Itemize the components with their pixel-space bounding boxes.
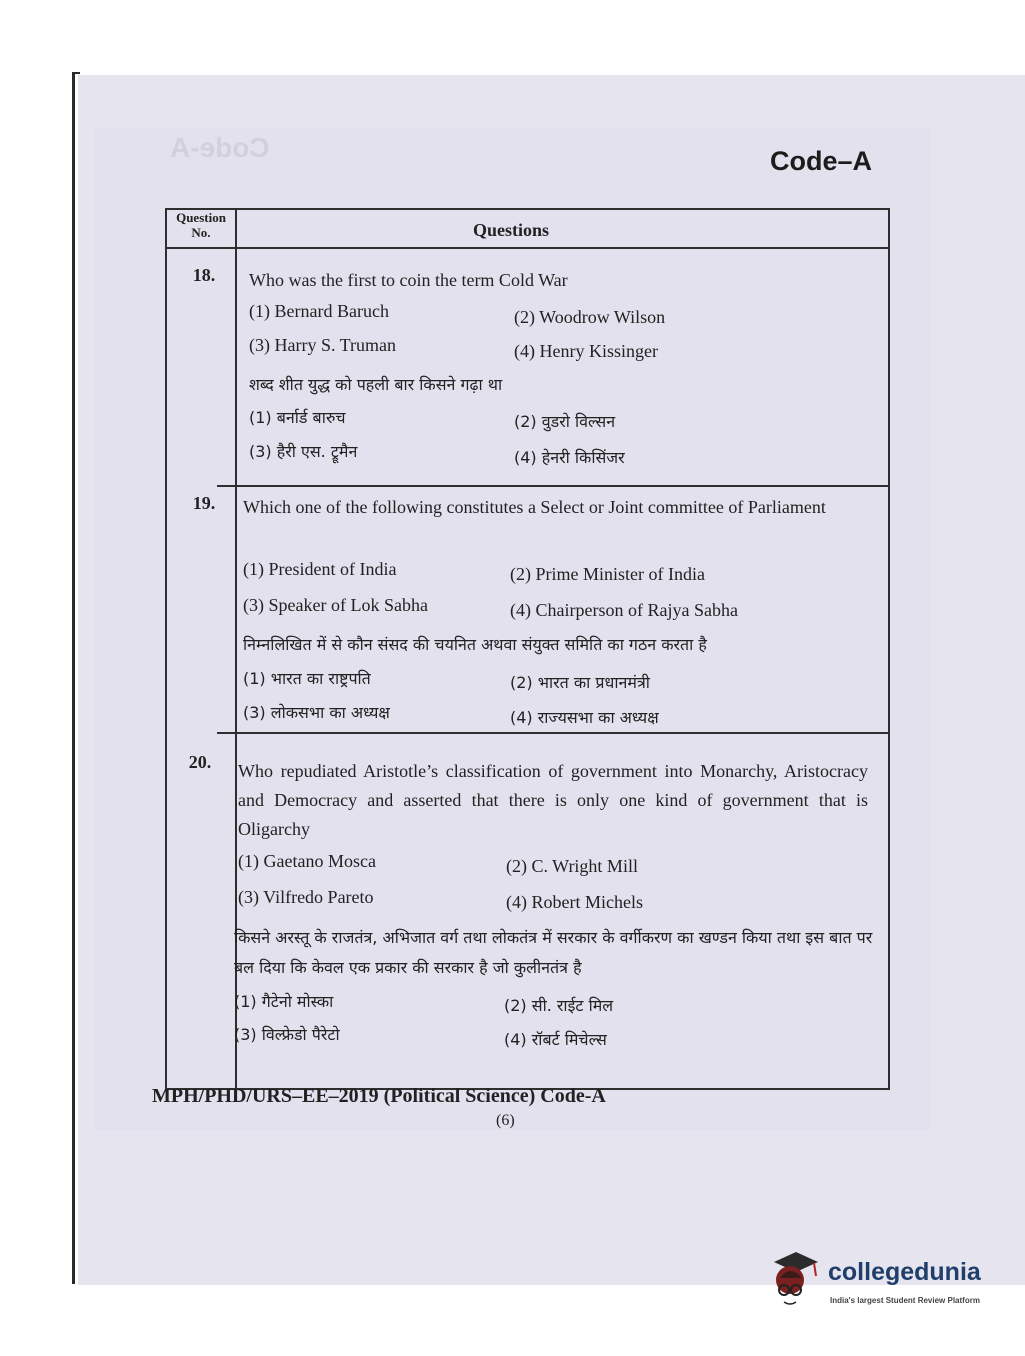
option-4-hi: (4) राज्यसभा का अध्यक्ष — [510, 708, 659, 727]
option-1: (1) President of India — [243, 559, 397, 579]
question-number: 19. — [192, 493, 216, 513]
column-header-qno: Question No. — [176, 210, 226, 240]
option-2-hi: (2) वुडरो विल्सन — [514, 412, 616, 431]
page-number: (6) — [496, 1112, 515, 1129]
option-4-hi: (4) हेनरी किसिंजर — [514, 448, 625, 467]
mascot-icon — [766, 1248, 826, 1314]
bleed-through-text: Code-A — [170, 132, 270, 163]
row-divider — [217, 732, 888, 734]
option-2: (2) Prime Minister of India — [510, 564, 705, 584]
column-header-questions: Questions — [473, 220, 550, 240]
option-3: (3) Harry S. Truman — [249, 335, 396, 355]
option-1: (1) Gaetano Mosca — [238, 851, 376, 871]
question-number: 18. — [192, 265, 216, 285]
brand-tagline: India's largest Student Review Platform — [830, 1296, 980, 1305]
watermark-logo — [766, 1248, 996, 1318]
option-4: (4) Robert Michels — [506, 892, 643, 912]
option-4-hi: (4) रॉबर्ट मिचेल्स — [504, 1030, 607, 1049]
option-4: (4) Henry Kissinger — [514, 341, 658, 361]
question-text-en: Who repudiated Aristotle’s classification of government into Monarchy, Aristocracy and Democracy and asserted that there is only one kind of government that is Oligarchy — [238, 761, 868, 839]
option-3: (3) Vilfredo Pareto — [238, 887, 374, 907]
option-3-hi: (3) विल्फ्रेडो पैरेटो — [234, 1025, 340, 1044]
option-3: (3) Speaker of Lok Sabha — [243, 595, 428, 615]
option-1-hi: (1) बर्नार्ड बारुच — [249, 408, 346, 427]
question-text-en: Who was the first to coin the term Cold War — [249, 270, 568, 290]
question-table — [165, 208, 890, 1090]
header-divider — [167, 247, 888, 249]
option-2-hi: (2) भारत का प्रधानमंत्री — [510, 673, 650, 692]
question-text-hi: शब्द शीत युद्ध को पहली बार किसने गढ़ा था — [249, 375, 503, 394]
option-1: (1) Bernard Baruch — [249, 301, 389, 321]
option-3-hi: (3) लोकसभा का अध्यक्ष — [243, 703, 390, 722]
question-number: 20. — [188, 752, 212, 772]
paper-code: Code–A — [770, 146, 873, 176]
option-1-hi: (1) भारत का राष्ट्रपति — [243, 669, 371, 688]
brand-name: collegedunia — [828, 1258, 981, 1286]
option-2: (2) C. Wright Mill — [506, 856, 638, 876]
exam-code: MPH/PHD/URS–EE–2019 (Political Science) Code-A — [152, 1085, 606, 1107]
option-1-hi: (1) गैटेनो मोस्का — [234, 992, 334, 1011]
scan-edge-left — [72, 72, 75, 1284]
option-4: (4) Chairperson of Rajya Sabha — [510, 600, 738, 620]
question-text-en: Which one of the following constitutes a Select or Joint committee of Parliament — [243, 497, 826, 517]
row-divider — [217, 485, 888, 487]
option-3-hi: (3) हैरी एस. ट्रूमैन — [249, 442, 358, 461]
question-text-hi: किसने अरस्तू के राजतंत्र, अभिजात वर्ग तथा लोकतंत्र में सरकार के वर्गीकरण का खण्डन किया तथा इस बात पर बल दिया कि केवल एक प्रकार की सरकार है जो कुलीनतंत्र है — [234, 928, 873, 977]
question-text-hi: निम्नलिखित में से कौन संसद की चयनित अथवा संयुक्त समिति का गठन करता है — [243, 635, 707, 654]
option-2: (2) Woodrow Wilson — [514, 307, 666, 327]
option-2-hi: (2) सी. राईट मिल — [504, 996, 614, 1015]
